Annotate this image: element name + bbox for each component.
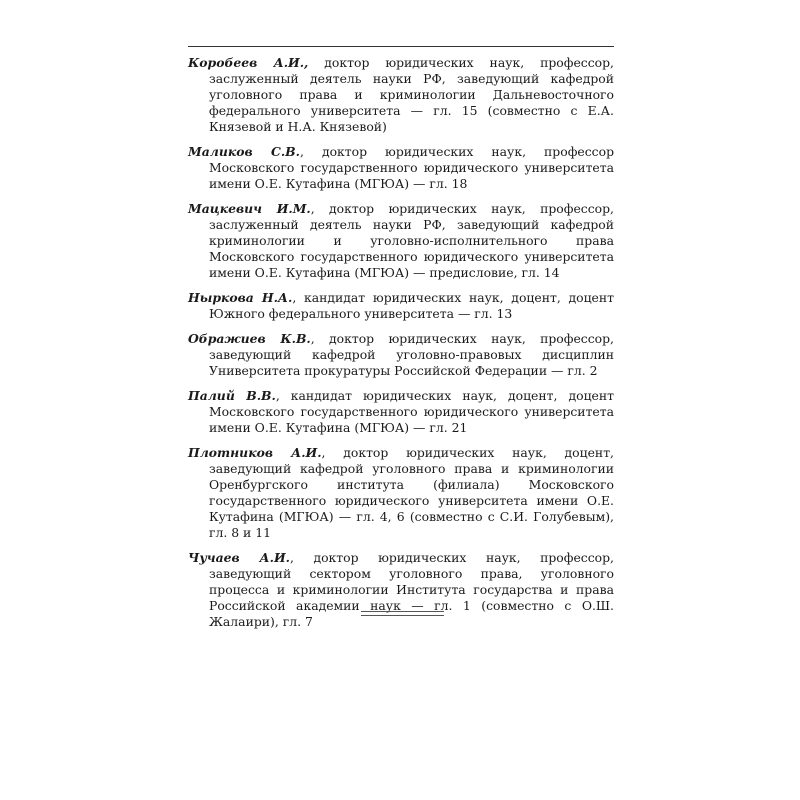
author-name: Ображиев К.В. [188,331,311,346]
author-entry [188,201,614,281]
author-description: , доктор юридических наук, профессор, заведующий сектором уголовного права, уголовного процесса и криминологии Института государства и права Российской академии наук — гл. 1 (совместно с О.Ш. Жалаири), гл. 7 [209,550,614,629]
end-ornament-divider [361,611,444,616]
author-description: , доктор юридических наук, доцент, заведующий кафедрой уголовного права и криминологии Оренбургского института (филиала) Московского государственного юридического университета имени О.Е. Кутафина (МГЮА) — гл. 4, 6 (совместно с С.И. Голубевым), гл. 8 и 11 [209,445,614,540]
author-description: , доктор юридических наук, профессор, заведующий кафедрой уголовно-правовых дисциплин Университета прокуратуры Российской Федерации — гл. 2 [209,331,615,378]
author-name: Маликов С.В. [188,144,300,159]
author-entry [188,331,614,379]
author-name: Ныркова Н.А. [188,290,293,305]
author-entry [188,445,614,541]
authors-list [188,55,614,639]
author-entry [188,388,614,436]
author-description: доктор юридических наук, профессор, заслуженный деятель науки РФ, заведующий кафедрой уголовного права и криминологии Дальневосточного федерального университета — гл. 15 (совместно с Е.А. Князевой и Н.А. Князевой) [209,55,614,134]
author-description: , кандидат юридических наук, доцент, доцент Московского государственного юридического университета имени О.Е. Кутафина (МГЮА) — гл. 21 [209,388,614,435]
author-name: Чучаев А.И. [188,550,290,565]
top-divider [188,46,614,47]
author-description: , доктор юридических наук, профессор, заслуженный деятель науки РФ, заведующий кафедрой криминологии и уголовно-исполнительного права Московского государственного юридического университета имени О.Е. Кутафина (МГЮА) — предисловие, гл. 14 [209,201,614,280]
author-entry [188,550,614,630]
author-name: Мацкевич И.М. [188,201,311,216]
author-description: , кандидат юридических наук, доцент, доцент Южного федерального университета — гл. 13 [209,290,614,321]
author-name: Коробеев А.И., [188,55,309,70]
author-description: , доктор юридических наук, профессор Московского государственного юридического университета имени О.Е. Кутафина (МГЮА) — гл. 18 [209,144,614,191]
author-entry [188,55,614,135]
author-entry [188,144,614,192]
author-name: Плотников А.И. [188,445,322,460]
author-entry [188,290,614,322]
author-name: Палий В.В. [188,388,276,403]
